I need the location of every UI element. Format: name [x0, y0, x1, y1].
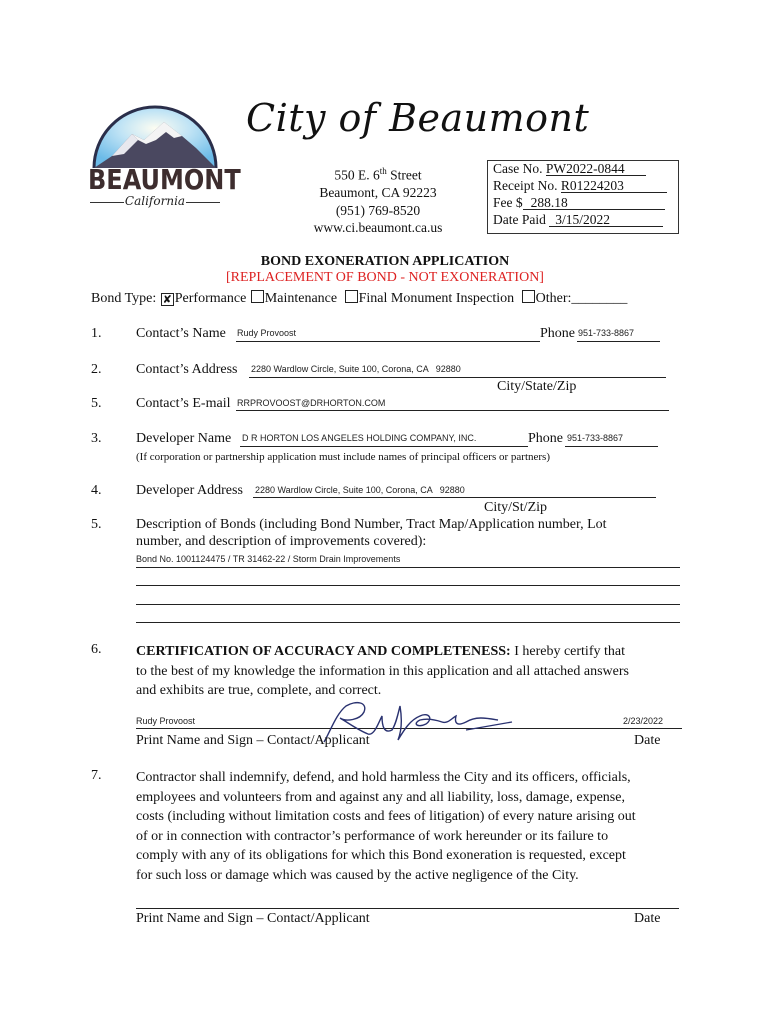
developer-address-field[interactable]: 2280 Wardlow Circle, Suite 100, Corona, CA 92880 — [255, 485, 465, 495]
fee-value: 288.18 — [523, 196, 665, 210]
developer-name-line — [240, 446, 528, 447]
developer-address-line — [253, 497, 656, 498]
description-label-line-1: Description of Bonds (including Bond Number, Tract Map/Application number, Lot — [136, 517, 607, 532]
indemnify-text: Contractor shall indemnify, defend, and hold harmless the City and its officers, officials, employees and volunteers from and against any and all liability, loss, damage, expense, costs (including without limitation costs and fees of litigation) of every nature arising out of or in connection with contractor’s performance of work hereunder or its failure to comply with any of its obligations for which this Bond exoneration is requested, except for such loss or damage which was caused by the active negligence of the City. — [136, 770, 636, 883]
contact-address-line — [249, 377, 666, 378]
final-monument-option-label: Final Monument Inspection — [358, 291, 515, 306]
contact-address-sublabel: City/State/Zip — [497, 379, 577, 394]
date-paid-value: 3/15/2022 — [549, 213, 663, 227]
receipt-number-value: R01224203 — [561, 179, 667, 193]
contact-name-field[interactable]: Rudy Provoost — [237, 328, 297, 338]
logo-underline-left — [90, 202, 124, 203]
bond-type-label: Bond Type: — [91, 291, 157, 306]
contact-email-label: Contact’s E-mail — [136, 396, 231, 411]
address-phone: (951) 769-8520 — [335, 202, 421, 218]
item-number: 2. — [91, 362, 102, 377]
receipt-number-row: Receipt No. R01224203 — [493, 178, 667, 195]
logo-subtitle: California — [124, 194, 186, 208]
form-subtitle: [REPLACEMENT OF BOND - NOT EXONERATION] — [226, 270, 544, 285]
contact-phone-field[interactable]: 951-733-8867 — [578, 328, 635, 338]
other-checkbox[interactable] — [522, 290, 535, 303]
certification-date-label: Date — [634, 733, 661, 748]
description-field[interactable]: Bond No. 1001124475 / TR 31462-22 / Storm Drain Improvements — [136, 554, 401, 564]
description-label-line-2: number, and description of improvements covered): — [136, 534, 427, 549]
item-number: 3. — [91, 431, 102, 446]
item-number: 5. — [91, 517, 102, 532]
certification-print-name[interactable]: Rudy Provoost — [136, 716, 196, 726]
maintenance-checkbox[interactable] — [251, 290, 264, 303]
certification-heading: CERTIFICATION OF ACCURACY AND COMPLETENESS: — [136, 644, 511, 659]
contact-address-field[interactable]: 2280 Wardlow Circle, Suite 100, Corona, CA 92880 — [251, 364, 461, 374]
developer-address-sublabel: City/St/Zip — [484, 500, 548, 515]
indemnify-signature-line[interactable] — [136, 908, 679, 909]
certification-date-field[interactable]: 2/23/2022 — [623, 716, 664, 726]
item-number: 1. — [91, 326, 102, 341]
address-street: 550 E. 6th Street — [334, 166, 422, 183]
performance-checkbox[interactable]: ✘ — [162, 293, 172, 306]
developer-name-field[interactable]: D R HORTON LOS ANGELES HOLDING COMPANY, INC. — [242, 433, 477, 443]
contact-phone-label: Phone — [540, 326, 575, 341]
item-number: 6. — [91, 642, 102, 657]
contact-phone-line — [577, 341, 660, 342]
description-line-4 — [136, 622, 680, 623]
bond-type-row — [91, 290, 627, 307]
developer-phone-line — [565, 446, 658, 447]
indemnify-date-label: Date — [634, 911, 661, 926]
developer-name-label: Developer Name — [136, 431, 232, 446]
fee-row: Fee $ 288.18 — [493, 195, 667, 212]
city-title: City of Beaumont — [246, 96, 590, 140]
final-monument-checkbox[interactable] — [345, 290, 358, 303]
maintenance-option-label: Maintenance — [264, 291, 338, 306]
developer-name-note: (If corporation or partnership application must include names of principal officers or partners) — [136, 451, 550, 463]
date-paid-row: Date Paid 3/15/2022 — [493, 212, 667, 229]
indemnify-sign-label: Print Name and Sign – Contact/Applicant — [136, 911, 370, 926]
city-address — [296, 163, 460, 237]
form-title: BOND EXONERATION APPLICATION — [260, 254, 510, 269]
contact-name-label: Contact’s Name — [136, 326, 226, 341]
developer-phone-field[interactable]: 951-733-8867 — [567, 433, 624, 443]
performance-option-label: Performance — [174, 291, 247, 306]
developer-phone-label: Phone — [528, 431, 563, 446]
logo-wordmark: BEAUMONT — [88, 163, 241, 197]
address-website[interactable]: www.ci.beaumont.ca.us — [313, 220, 443, 235]
contact-address-label: Contact’s Address — [136, 362, 238, 377]
contact-email-line — [236, 410, 669, 411]
description-line-1 — [136, 567, 680, 568]
contact-email-field[interactable]: RRPROVOOST@DRHORTON.COM — [237, 398, 386, 408]
developer-address-label: Developer Address — [136, 483, 243, 498]
contact-name-line — [236, 341, 540, 342]
logo-underline-right — [186, 202, 220, 203]
certification-sign-label: Print Name and Sign – Contact/Applicant — [136, 733, 370, 748]
other-option-label: Other:________ — [535, 291, 628, 306]
certification-text: CERTIFICATION OF ACCURACY AND COMPLETENESS: I hereby certify that to the best of my knowledge the information in this application and all attached answers and exhibits are true, complete, and correct. — [136, 644, 629, 698]
case-number-value: PW2022-0844 — [546, 162, 646, 176]
case-info — [493, 161, 667, 229]
item-number: 5. — [91, 396, 102, 411]
item-number: 4. — [91, 483, 102, 498]
address-city: Beaumont, CA 92223 — [319, 185, 437, 200]
beaumont-logo — [84, 104, 241, 214]
description-line-3 — [136, 604, 680, 605]
description-line-2 — [136, 585, 680, 586]
case-number-row: Case No. PW2022-0844 — [493, 161, 667, 178]
item-number: 7. — [91, 768, 102, 783]
